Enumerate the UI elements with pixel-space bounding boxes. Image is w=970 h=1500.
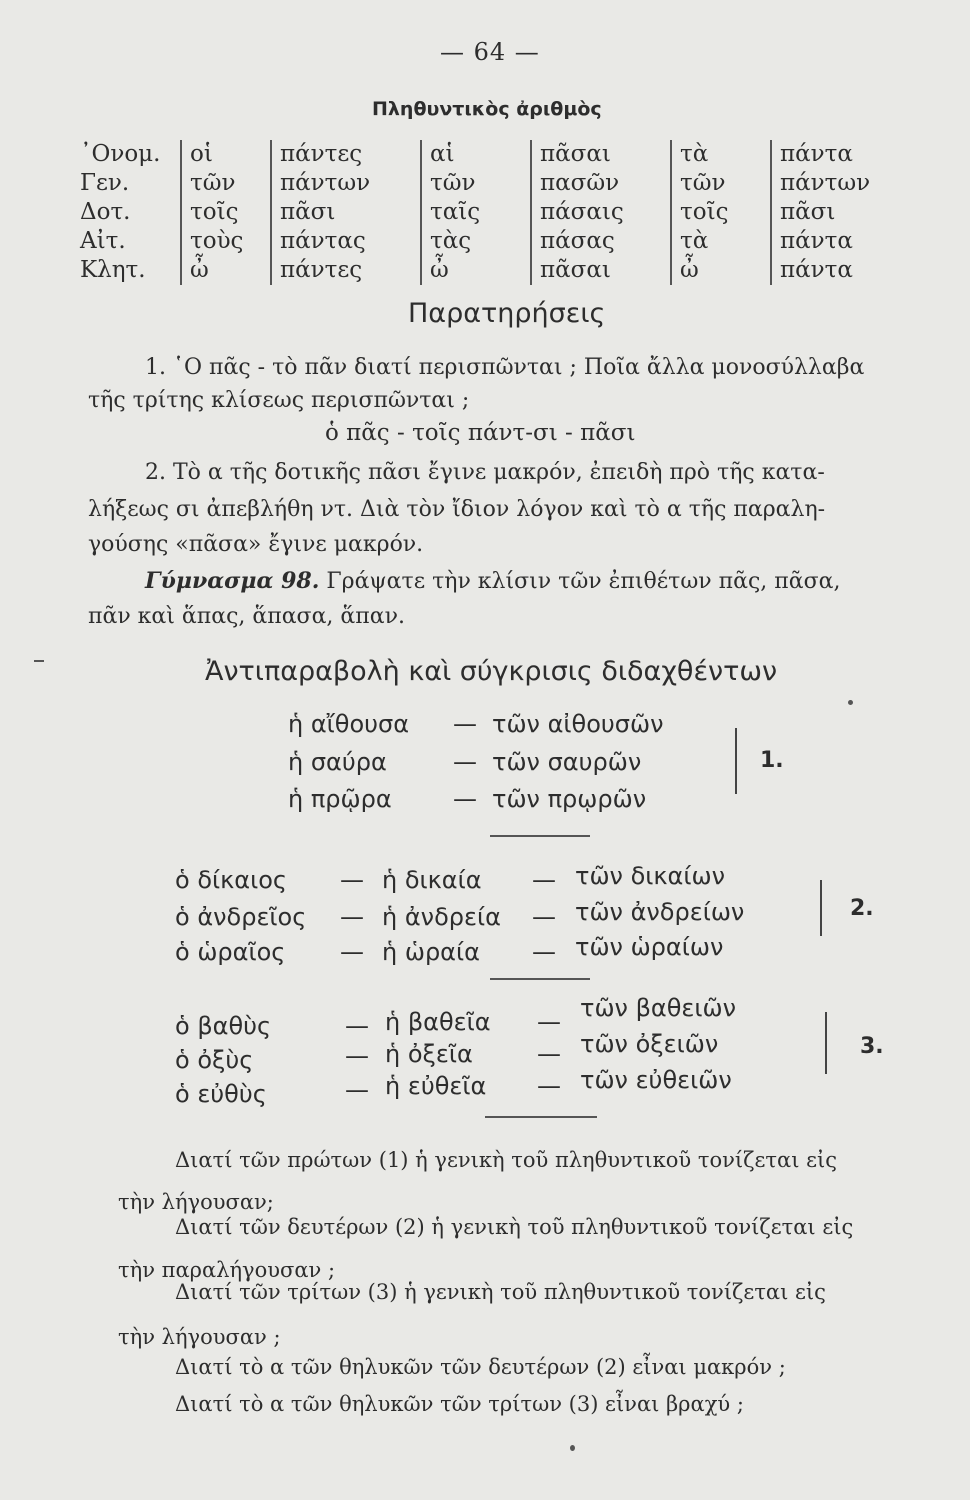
group2-row-3-dash2: — <box>532 938 556 966</box>
fem-article: ταῖς <box>421 198 531 227</box>
group3-row-2-dash2: — <box>537 1040 561 1068</box>
case-label: ᾿Ονομ. <box>80 140 181 169</box>
case-label: Δοτ. <box>80 198 181 227</box>
question-4: Διατί τὸ α τῶν θηλυκῶν τῶν δευτέρων (2) εἶναι μακρόν ; <box>175 1355 786 1379</box>
table-row <box>80 169 890 198</box>
masc-form: πάντες <box>271 140 421 169</box>
group2-row-3-dash1: — <box>340 938 364 966</box>
divider-2 <box>490 978 590 980</box>
group2-number: 2. <box>850 896 874 921</box>
neut-form: πάντων <box>780 170 871 196</box>
neut-article: τῶν <box>671 169 771 198</box>
declension-table <box>80 140 890 285</box>
group2-row-1-masculine: ὁ δίκαιος <box>175 866 287 894</box>
case-label: Κλητ. <box>80 256 181 285</box>
group3-row-1-masculine: ὁ βαθὺς <box>175 1012 272 1040</box>
group3-row-1-feminine: ἡ βαθεῖα <box>385 1008 491 1036</box>
print-speck <box>34 660 44 662</box>
group3-row-3-dash1: — <box>345 1076 369 1104</box>
group3-row-3-masculine: ὁ εὐθὺς <box>175 1080 267 1108</box>
print-speck <box>848 700 853 705</box>
print-speck <box>570 1445 575 1451</box>
group1-row-3-genitive: τῶν πρῳρῶν <box>492 785 647 813</box>
neut-form: πάντα <box>780 228 853 254</box>
group2-row-2-genitive: τῶν ἀνδρείων <box>575 898 745 926</box>
group3-number: 3. <box>860 1034 884 1059</box>
neut-article: τὰ <box>671 227 771 256</box>
group3-row-2-feminine: ἡ ὀξεῖα <box>385 1040 473 1068</box>
group1-row-2-genitive: τῶν σαυρῶν <box>492 748 642 776</box>
question-3-line2: τὴν λήγουσαν ; <box>118 1325 281 1349</box>
group2-brace <box>820 880 822 936</box>
fem-form: πάσαις <box>531 198 671 227</box>
page-number: — 64 — <box>440 38 540 66</box>
group3-row-1-genitive: τῶν βαθειῶν <box>580 994 736 1022</box>
group3-row-3-feminine: ἡ εὐθεῖα <box>385 1072 487 1100</box>
masc-article: ὦ <box>181 256 271 285</box>
neut-form: πάντα <box>780 257 853 283</box>
group1-row-1-feminine: ἡ αἴθουσα <box>288 710 410 738</box>
fem-form: πᾶσαι <box>531 140 671 169</box>
fem-form: πάσας <box>531 227 671 256</box>
group2-row-2-dash2: — <box>532 903 556 931</box>
group2-row-3-masculine: ὁ ὡραῖος <box>175 938 286 966</box>
fem-article: ὦ <box>421 256 531 285</box>
group2-row-1-dash1: — <box>340 866 364 894</box>
observation-1-line2: τῆς τρίτης κλίσεως περισπῶνται ; <box>88 388 470 413</box>
masc-form: πάντες <box>271 256 421 285</box>
case-label: Αἰτ. <box>80 227 181 256</box>
group1-row-2-dash: — <box>453 748 477 776</box>
masc-form: πᾶσι <box>271 198 421 227</box>
table-row <box>80 227 890 256</box>
comparison-title: Ἀντιπαραβολὴ καὶ σύγκρισις διδαχθέντων <box>205 656 778 687</box>
neut-article: ὦ <box>671 256 771 285</box>
question-3-line1: Διατί τῶν τρίτων (3) ἡ γενικὴ τοῦ πληθυντικοῦ τονίζεται εἰς <box>175 1280 826 1304</box>
group3-row-1-dash2: — <box>537 1008 561 1036</box>
group3-row-3-genitive: τῶν εὐθειῶν <box>580 1066 732 1094</box>
group2-row-3-feminine: ἡ ὡραία <box>382 938 480 966</box>
masc-article: τοῖς <box>181 198 271 227</box>
group2-row-2-masculine: ὁ ἀνδρεῖος <box>175 903 307 931</box>
observation-2-line1: 2. Τὸ α τῆς δοτικῆς πᾶσι ἔγινε μακρόν, ἐπειδὴ πρὸ τῆς κατα- <box>145 460 825 485</box>
question-1-line2: τὴν λήγουσαν; <box>118 1190 274 1214</box>
group2-row-2-dash1: — <box>340 903 364 931</box>
formula-line: ὁ πᾶς - τοῖς πάντ-σι - πᾶσι <box>325 420 636 446</box>
group1-row-1-dash: — <box>453 710 477 738</box>
observations-title: Παρατηρήσεις <box>408 298 606 329</box>
question-5: Διατί τὸ α τῶν θηλυκῶν τῶν τρίτων (3) εἶναι βραχύ ; <box>175 1392 744 1416</box>
fem-form: πᾶσαι <box>531 256 671 285</box>
masc-form: πάντων <box>271 169 421 198</box>
group1-row-2-feminine: ἡ σαύρα <box>288 748 387 776</box>
masc-form: πάντας <box>271 227 421 256</box>
group2-row-2-feminine: ἡ ἀνδρεία <box>382 903 501 931</box>
observation-2-line3: γούσης «πᾶσα» ἔγινε μακρόν. <box>88 532 424 557</box>
group2-row-1-genitive: τῶν δικαίων <box>575 862 725 890</box>
group3-brace <box>825 1012 827 1074</box>
fem-article: τῶν <box>421 169 531 198</box>
observation-1-line1: 1. ῾Ο πᾶς - τὸ πᾶν διατί περισπῶνται ; Ποῖα ἄλλα μονοσύλλαβα <box>145 355 865 380</box>
group1-row-3-feminine: ἡ πρῷρα <box>288 785 392 813</box>
neut-article: τὰ <box>671 140 771 169</box>
question-2-line2: τὴν παραλήγουσαν ; <box>118 1258 336 1282</box>
exercise-text: Γράψατε τὴν κλίσιν τῶν ἐπιθέτων πᾶς, πᾶσα, <box>319 569 841 594</box>
masc-article: τοὺς <box>181 227 271 256</box>
case-label: Γεν. <box>80 169 181 198</box>
group2-row-3-genitive: τῶν ὡραίων <box>575 933 724 961</box>
question-1-line1: Διατί τῶν πρώτων (1) ἡ γενικὴ τοῦ πληθυντικοῦ τονίζεται εἰς <box>175 1148 837 1172</box>
group3-row-1-dash1: — <box>345 1012 369 1040</box>
plural-heading: Πληθυντικὸς ἀριθμὸς <box>372 98 602 120</box>
group2-row-1-feminine: ἡ δικαία <box>382 866 482 894</box>
neut-article: τοῖς <box>671 198 771 227</box>
group3-row-3-dash2: — <box>537 1072 561 1100</box>
question-2-line1: Διατί τῶν δευτέρων (2) ἡ γενικὴ τοῦ πληθυντικοῦ τονίζεται εἰς <box>175 1215 854 1239</box>
exercise-line2: πᾶν καὶ ἅπας, ἅπασα, ἅπαν. <box>88 604 405 629</box>
observation-2-line2: λήξεως σι ἀπεβλήθη ντ. Διὰ τὸν ἴδιον λόγον καὶ τὸ α τῆς παραλη- <box>88 497 826 522</box>
fem-form: πασῶν <box>531 169 671 198</box>
group3-row-2-dash1: — <box>345 1042 369 1070</box>
group3-row-2-masculine: ὁ ὀξὺς <box>175 1046 254 1074</box>
neut-form: πᾶσι <box>780 199 836 225</box>
group1-row-3-dash: — <box>453 785 477 813</box>
group1-row-1-genitive: τῶν αἰθουσῶν <box>492 710 664 738</box>
table-row <box>80 256 890 285</box>
table-row <box>80 140 890 169</box>
divider-1 <box>490 835 590 837</box>
fem-article: αἱ <box>421 140 531 169</box>
group1-brace <box>735 728 737 794</box>
divider-3 <box>485 1116 597 1118</box>
masc-article: οἱ <box>181 140 271 169</box>
group1-number: 1. <box>760 748 784 773</box>
group3-row-2-genitive: τῶν ὀξειῶν <box>580 1030 719 1058</box>
neut-form: πάντα <box>780 141 853 167</box>
group2-row-1-dash2: — <box>532 866 556 894</box>
exercise-label: Γύμνασμα 98. <box>145 568 320 594</box>
masc-article: τῶν <box>181 169 271 198</box>
table-row <box>80 198 890 227</box>
fem-article: τὰς <box>421 227 531 256</box>
exercise-line1 <box>145 568 840 594</box>
